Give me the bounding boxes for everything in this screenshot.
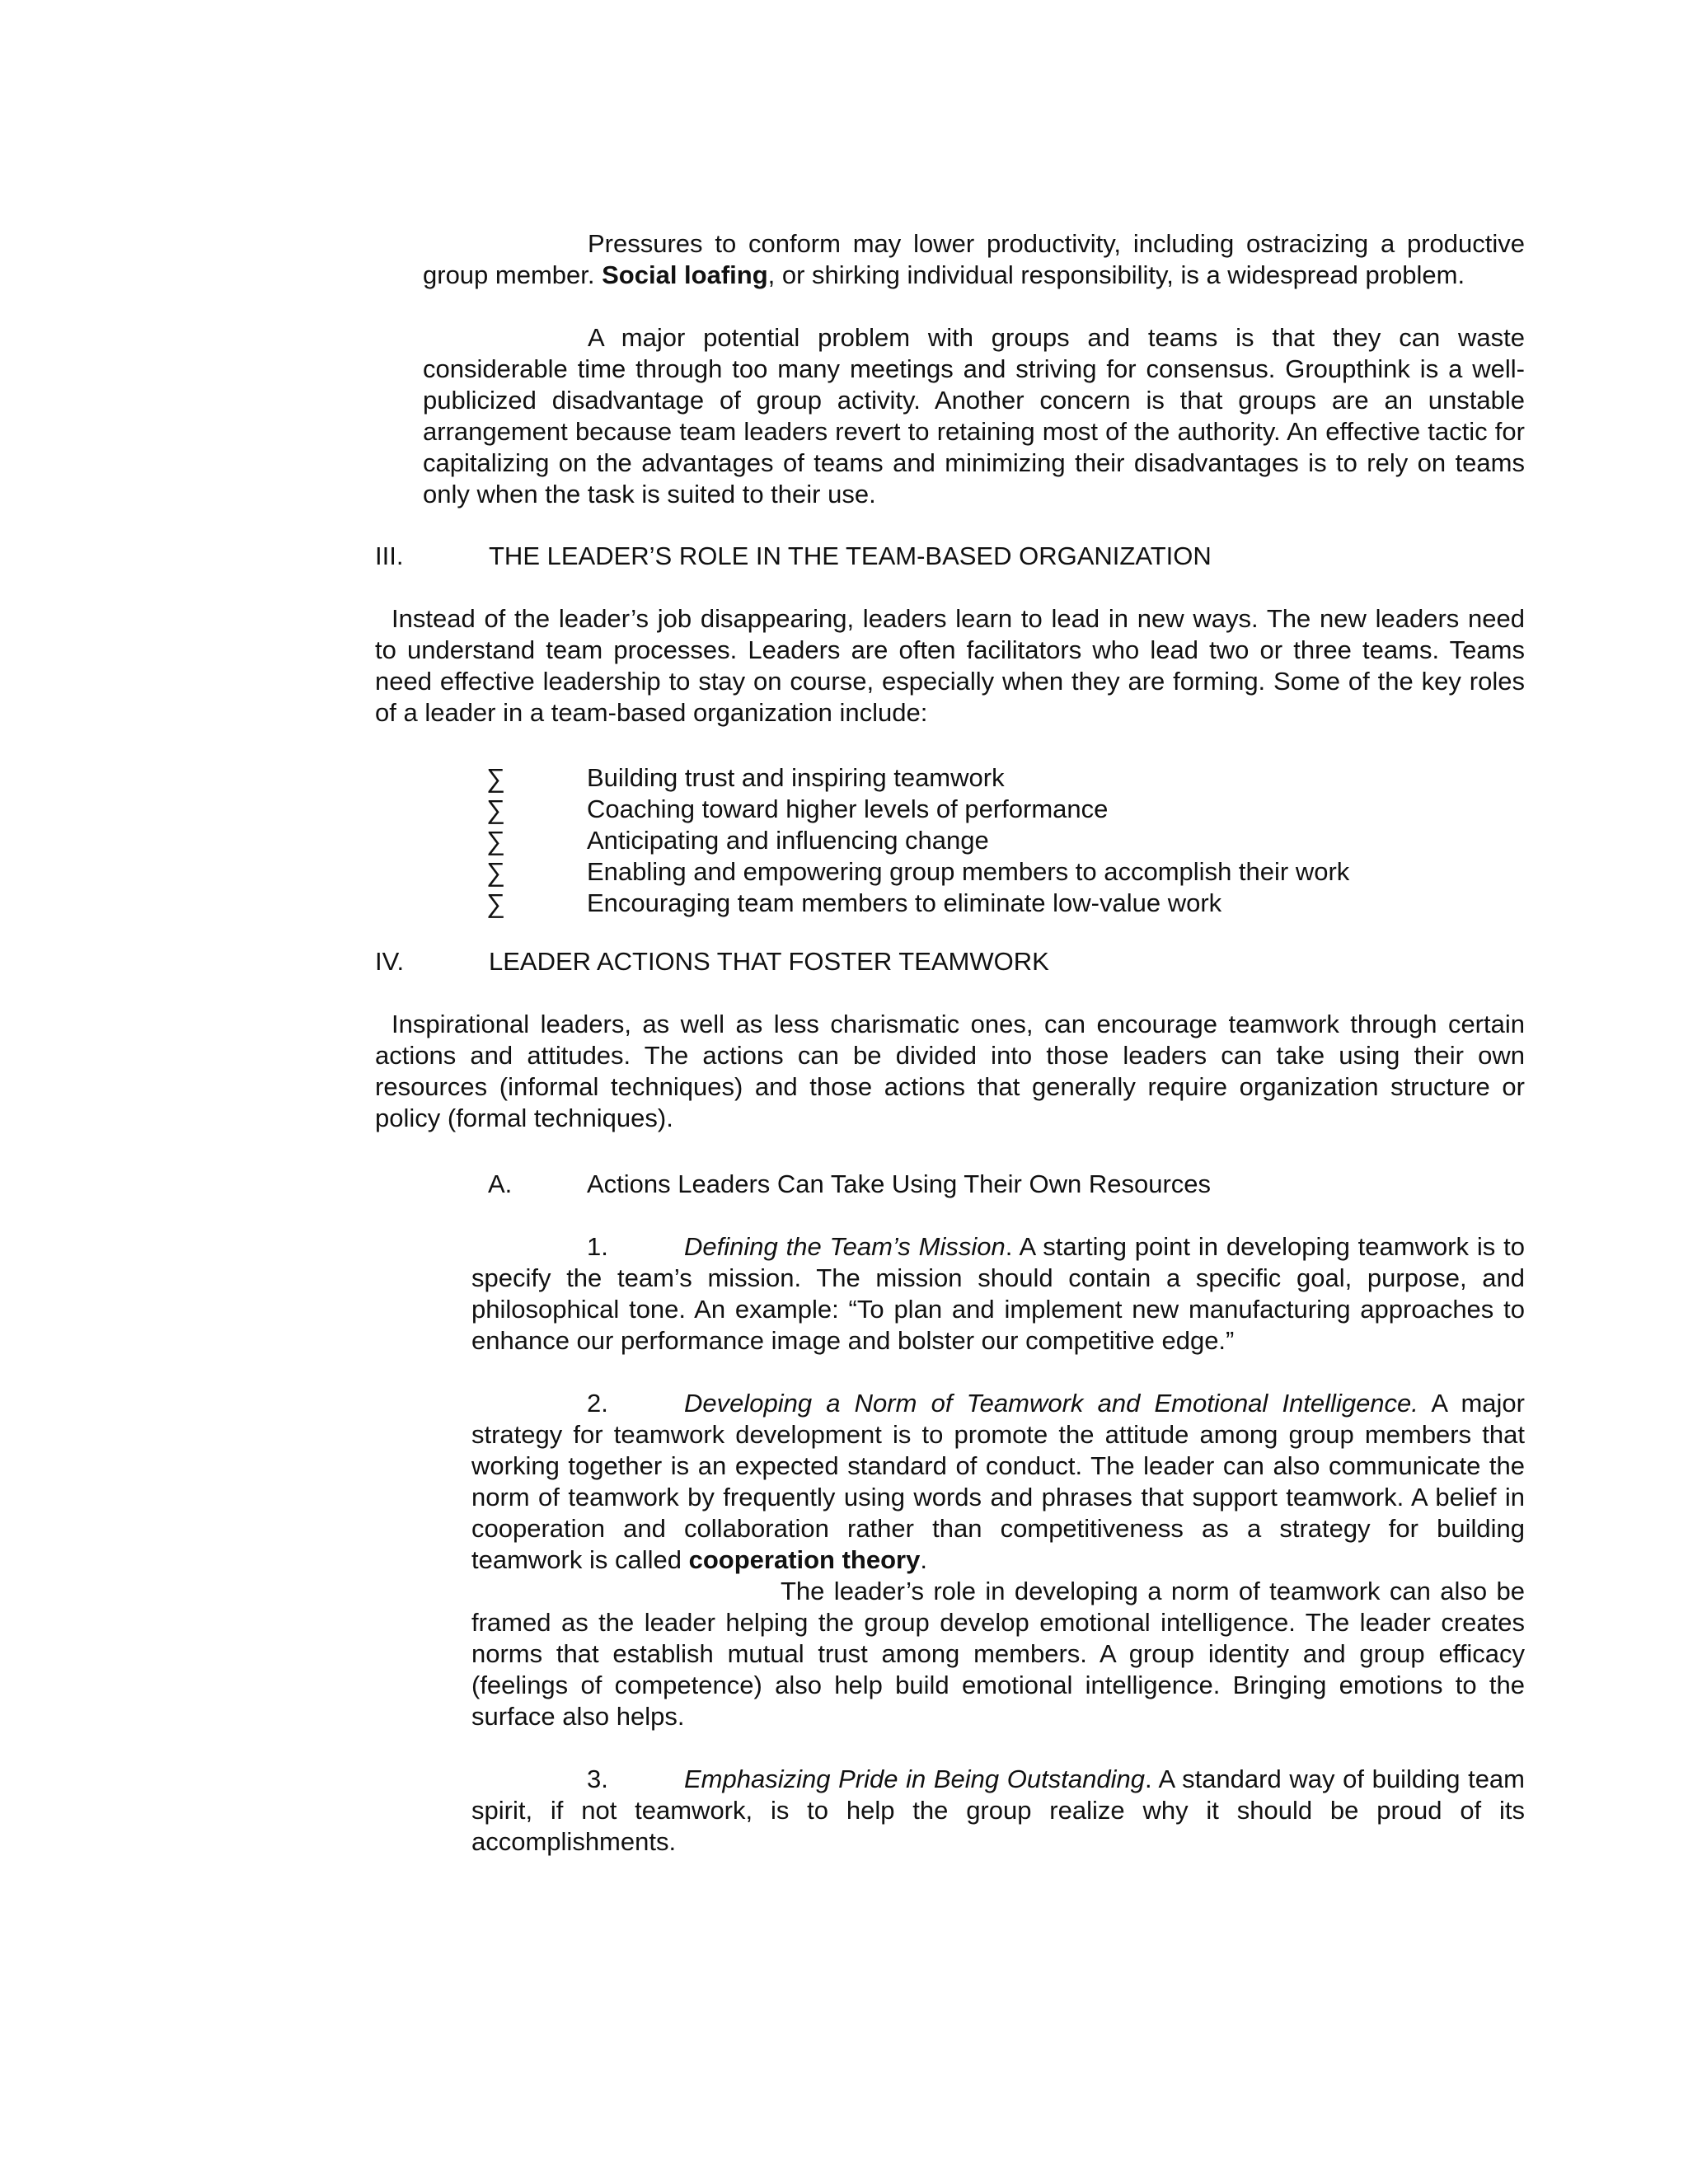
item-title: Defining the Team’s Mission	[684, 1232, 1006, 1261]
item-emphasizing-pride	[471, 1764, 1525, 1858]
sigma-bullet-icon: ∑	[486, 888, 505, 918]
item-text: A major strategy for teamwork development is to promote the attitude among group members that working together is an expected standard of conduct. The leader can also communicate the norm of teamwork by frequently using words and phrases that support teamwork. A belief in cooperation and collaboration rather than competitiveness as a strategy for building teamwork is called	[471, 1389, 1525, 1574]
list-item-text: Enabling and empowering group members to accomplish their work	[587, 857, 1350, 886]
sigma-bullet-icon: ∑	[486, 857, 505, 887]
item-norm-continuation: The leader’s role in developing a norm of teamwork can also be framed as the leader helping the group develop emotional intelligence. The leader creates norms that establish mutual trust among members. A group identity and group efficacy (feelings of competence) also help build emotional intelligence. Bringing emotions to the surface also helps.	[471, 1577, 1525, 1731]
list-item	[486, 888, 1349, 919]
subsection-letter: A.	[488, 1169, 513, 1198]
paragraph-leader-role: Instead of the leader’s job disappearing, leaders learn to lead in new ways. The new leaders need to understand team processes. Leaders are often facilitators who lead two or three teams. Teams need effective leadership to stay on course, especially when they are forming. Some of the key roles of a leader in a team-based organization include:	[375, 604, 1525, 727]
list-item-text: Building trust and inspiring teamwork	[587, 763, 1005, 792]
paragraph-leader-actions: Inspirational leaders, as well as less charismatic ones, can encourage teamwork through certain actions and attitudes. The actions can be divided into those leaders can take using their own resources (informal techniques) and those actions that generally require organization structure or policy (formal techniques).	[375, 1010, 1525, 1132]
list-item-text: Anticipating and influencing change	[587, 826, 989, 855]
sigma-bullet-icon: ∑	[486, 826, 505, 855]
paragraph-text: , or shirking individual responsibility, is a widespread problem.	[767, 260, 1465, 289]
item-title: Emphasizing Pride in Being Outstanding	[684, 1765, 1145, 1793]
section-number: IV.	[375, 947, 405, 976]
paragraph-potential-problem: A major potential problem with groups and teams is that they can waste considerable time through too many meetings and striving for consensus. Groupthink is a well-publicized disadvantage of group activity. Another concern is that groups are an unstable arrangement because team leaders revert to retaining most of the authority. An effective tactic for capitalizing on the advantages of teams and minimizing their disadvantages is to rely on teams only when the task is suited to their use.	[423, 323, 1525, 509]
list-item	[486, 794, 1349, 825]
paragraph-pressures	[423, 228, 1525, 291]
item-text: . A starting point in developing teamwork is to specify the team’s mission. The mission should contain a specific goal, purpose, and philosophical tone. An example: “To plan and implement new manufacturing approaches to enhance our performance image and bolster our competitive edge.”	[471, 1232, 1525, 1355]
list-item	[486, 825, 1349, 856]
term-cooperation-theory: cooperation theory	[688, 1545, 921, 1574]
list-item	[486, 762, 1349, 794]
sigma-bullet-icon: ∑	[486, 794, 505, 824]
item-number: 3.	[587, 1765, 608, 1793]
term-social-loafing: Social loafing	[602, 260, 768, 289]
item-norm-of-teamwork	[471, 1388, 1525, 1576]
sigma-bullet-icon: ∑	[486, 763, 505, 793]
item-text: . A standard way of building team spirit, if not teamwork, is to help the group realize why it should be proud of its accomplishments.	[471, 1765, 1525, 1856]
section-number: III.	[375, 541, 404, 570]
item-number: 1.	[587, 1232, 608, 1261]
item-text-end: .	[920, 1545, 927, 1574]
paragraph-text: Pressures to conform may lower productivity, including ostracizing a productive group member.	[423, 229, 1525, 289]
item-title: Developing a Norm of Teamwork and Emotional Intelligence.	[684, 1389, 1418, 1418]
list-item-text: Coaching toward higher levels of performance	[587, 794, 1109, 823]
section-title: THE LEADER’S ROLE IN THE TEAM-BASED ORGANIZATION	[489, 541, 1212, 570]
subsection-title: Actions Leaders Can Take Using Their Own Resources	[587, 1169, 1212, 1198]
section-title: LEADER ACTIONS THAT FOSTER TEAMWORK	[489, 947, 1049, 976]
item-defining-mission	[471, 1231, 1525, 1357]
item-number: 2.	[587, 1389, 608, 1418]
list-item	[486, 856, 1349, 888]
leader-roles-list	[486, 762, 1349, 919]
list-item-text: Encouraging team members to eliminate low-value work	[587, 888, 1222, 917]
